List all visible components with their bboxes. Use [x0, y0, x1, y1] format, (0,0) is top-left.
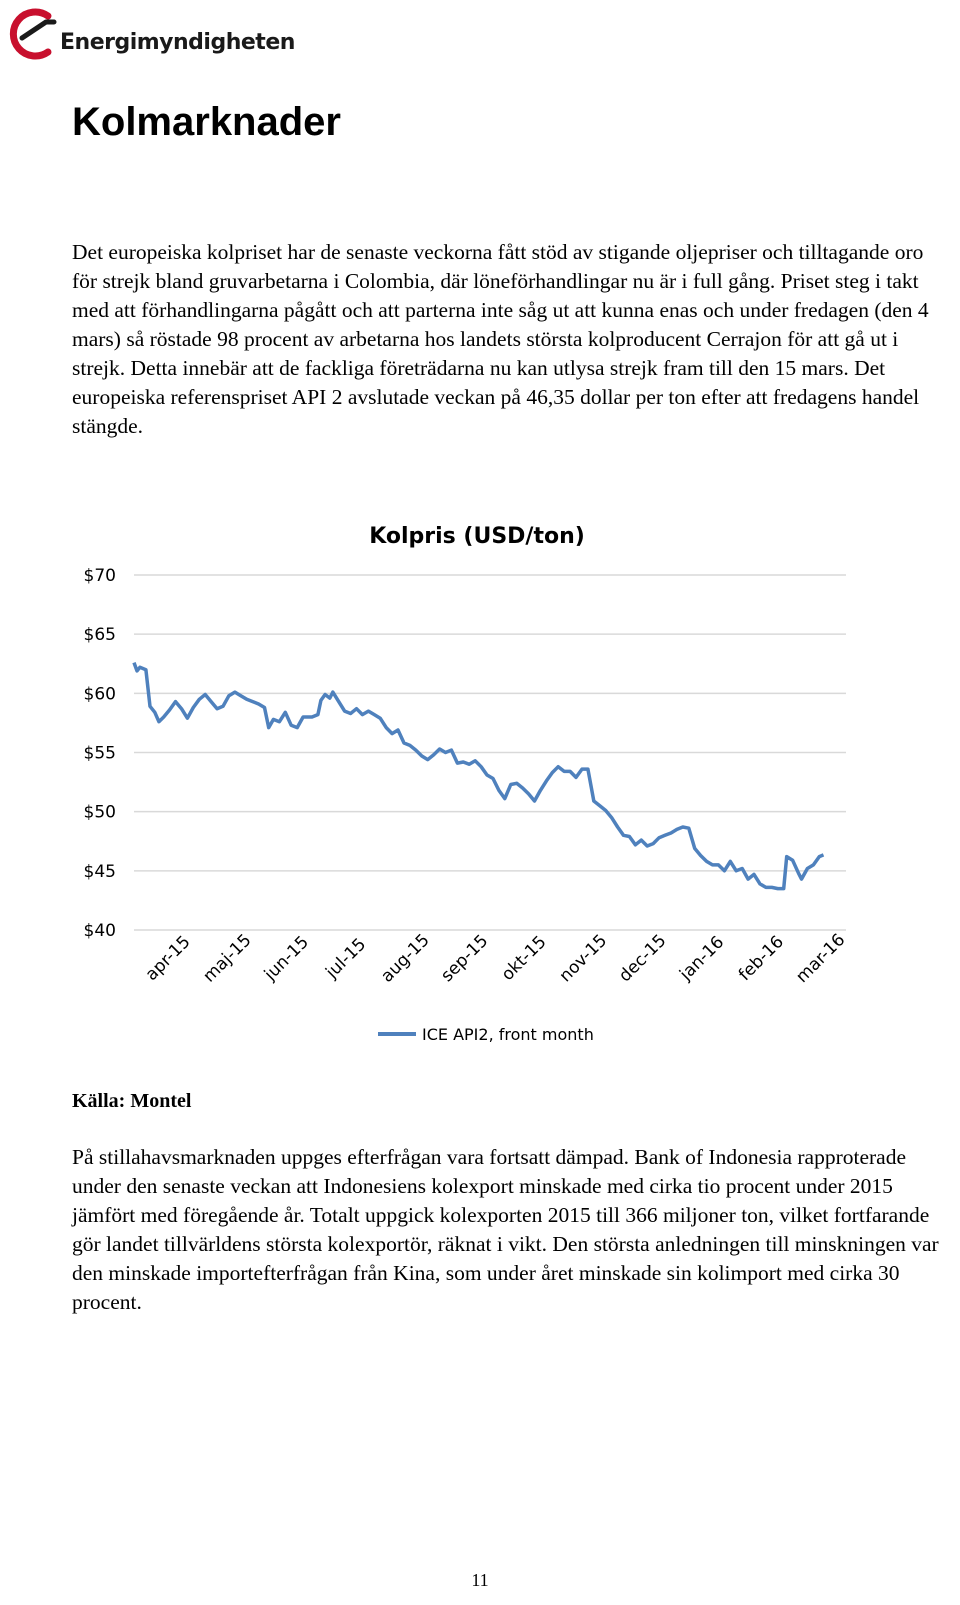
series-line — [134, 663, 824, 889]
x-tick-label: sep-15 — [437, 930, 493, 986]
energimyndigheten-logo — [8, 6, 295, 62]
logo-mark-icon — [8, 6, 68, 62]
chart-title: Kolpris (USD/ton) — [369, 524, 585, 549]
y-tick-label: $60 — [83, 684, 116, 705]
chart-gridlines — [134, 575, 846, 930]
page-number: 11 — [471, 1570, 489, 1590]
x-tick-label: nov-15 — [555, 930, 612, 987]
x-tick-label: jan-16 — [676, 932, 729, 985]
intro-paragraph: Det europeiska kolpriset har de senaste veckorna fått stöd av stigande oljepriser och tilltagande oro för strejk bland gruvarbetarna i Colombia, där löneförhandlingar nu är i full gång. Priset steg i takt med att förhandlingarna pågått och att parterna inte såg ut att kunna enas och under fredagen (den 4 mars) så röstade 98 procent av arbetarna hos landets största kolproducent Cerrajon för att gå ut i strejk. Detta innebär att de fackliga företrädarna nu kan utlysa strejk fram till den 15 mars. Det europeiska referenspriset API 2 avslutade veckan på 46,35 dollar per ton efter att fredagens handel stängde. — [72, 240, 929, 438]
y-tick-label: $65 — [83, 625, 116, 646]
x-tick-label: maj-15 — [199, 930, 256, 987]
x-tick-label: jul-15 — [322, 934, 371, 983]
coal-price-chart — [72, 515, 872, 1115]
y-tick-label: $50 — [83, 802, 116, 823]
y-tick-label: $40 — [83, 921, 116, 941]
x-tick-label: apr-15 — [141, 931, 195, 985]
x-tick-label: mar-16 — [792, 929, 850, 987]
pacific-market-paragraph: På stillahavsmarknaden uppges efterfrågan vara fortsatt dämpad. Bank of Indonesia rapproterade under den senaste veckan att Indonesiens kolexport minskade med cirka tio procent under 2015 jämfört med föregående år. Totalt uppgick kolexporten 2015 till 366 miljoner ton, vilket fortfarande gör landet tillvärldens största kolexportör, räknat i vikt. Den största anledningen till minskningen var den minskade importefterfrågan från Kina, som under året minskade sin kolimport med cirka 30 procent. — [72, 1145, 939, 1314]
x-axis-tick-labels — [142, 930, 850, 987]
page-title: Kolmarknader — [72, 100, 341, 144]
y-tick-label: $55 — [83, 743, 116, 764]
y-axis-tick-labels — [84, 566, 116, 941]
x-tick-label: okt-15 — [497, 932, 551, 985]
legend-label: ICE API2, front month — [422, 1025, 594, 1044]
logo-text: Energimyndigheten — [60, 30, 295, 55]
x-tick-label: aug-15 — [377, 930, 434, 987]
y-tick-label: $70 — [83, 566, 116, 586]
source-label: Källa: Montel — [72, 1090, 192, 1112]
x-tick-label: dec-15 — [615, 930, 671, 987]
y-tick-label: $45 — [83, 861, 116, 882]
x-tick-label: feb-16 — [734, 931, 788, 985]
x-tick-label: jun-15 — [260, 932, 313, 985]
